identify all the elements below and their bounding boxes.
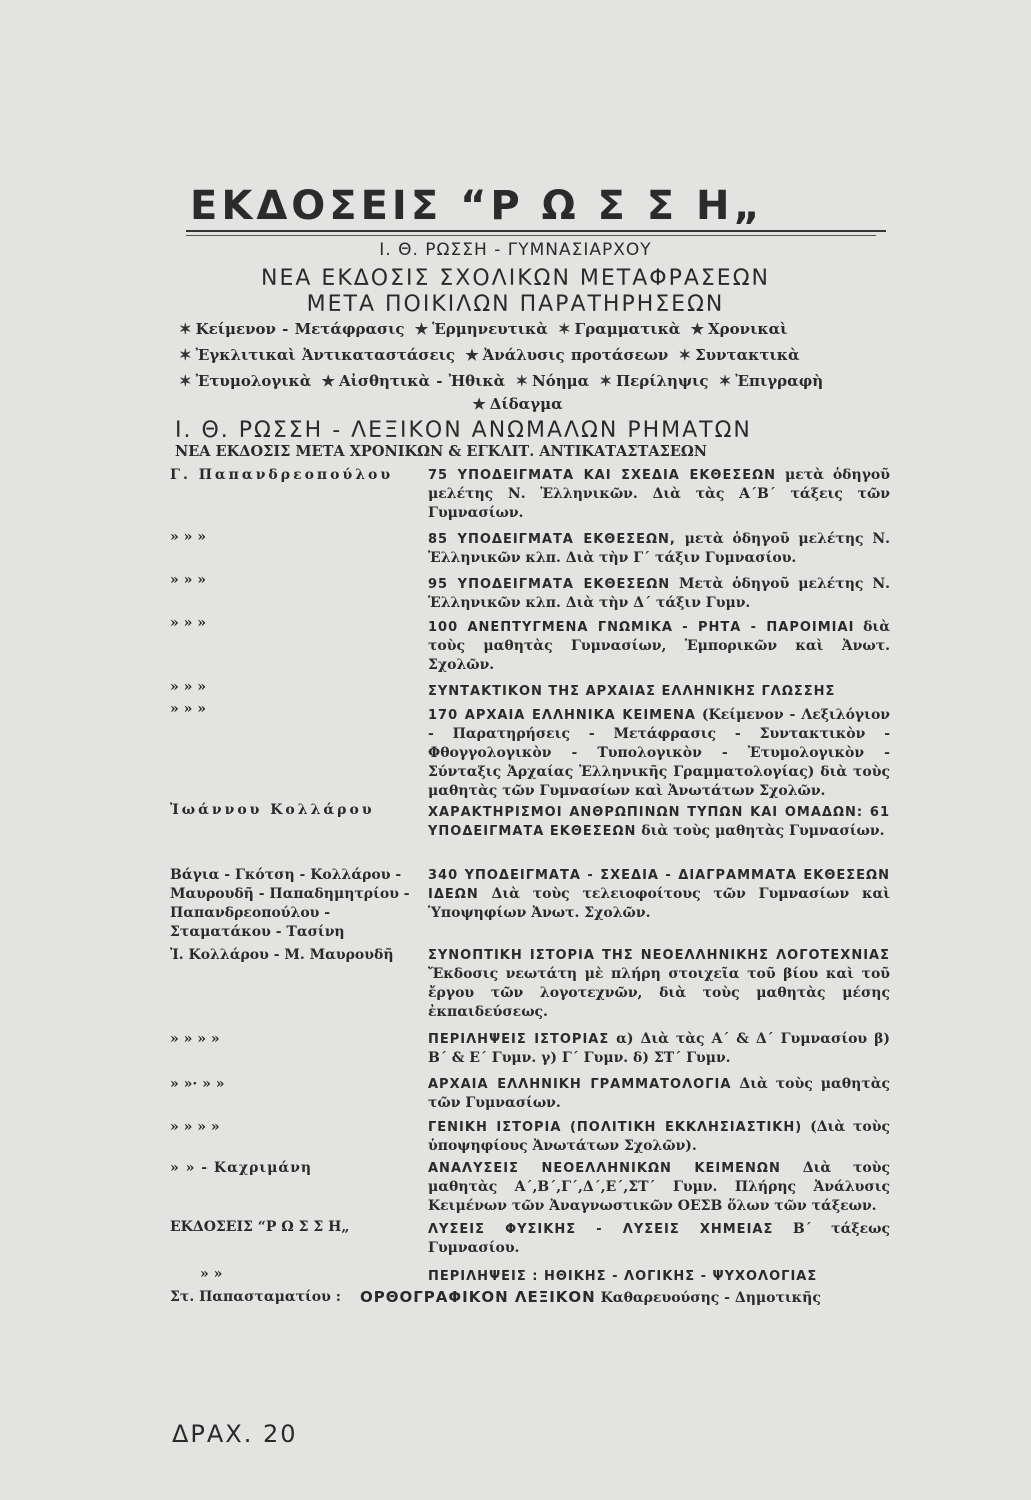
entry-text: α) Διὰ τὰς Α΄ & Δ΄ Γυμνασίου β) Β΄ & Ε΄ Γυμν. γ) Γ΄ Γυμν. δ) ΣΤ΄ Γυμν. [428,1031,890,1066]
feature-item: Κείμενον - Μετάφρασις [195,320,405,338]
star-icon: ✶ [179,372,192,390]
entry-author: Στ. Παπασταματίου : [170,1289,341,1305]
entry-text: μετὰ ὁδηγοῦ μελέτης Ν. Ἑλληνικῶν κλπ. Διὰ τὴν Γ΄ τάξιν Γυμνασίου. [428,531,890,566]
entry-title: 75 ΥΠΟΔΕΙΓΜΑΤΑ ΚΑΙ ΣΧΕΔΙΑ ΕΚΘΕΣΕΩΝ [428,468,777,483]
feature-item: Ἐγκλιτικαὶ Ἀντικαταστάσεις [195,346,455,364]
features-row-4 [0,395,1031,413]
entry-text: Ἔκδοσις νεωτάτη μὲ πλήρη στοιχεῖα τοῦ βίου καὶ τοῦ ἔργου τῶν λογοτεχνῶν, διὰ τοὺς μαθητὰς μέσης ἐκπαιδεύσεως. [428,966,890,1020]
star-icon: ★ [321,372,335,390]
entry-title: ΠΕΡΙΛΗΨΕΙΣ : ΗΘΙΚΗΣ - ΛΟΓΙΚΗΣ - ΨΥΧΟΛΟΓΙΑΣ [428,1269,818,1284]
entry-title: 95 ΥΠΟΔΕΙΓΜΑΤΑ ΕΚΘΕΣΕΩΝ [428,577,671,592]
entry-author: Ἰ. Κολλάρου - Μ. Μαυρουδῆ [170,947,394,963]
star-icon: ★ [690,320,705,338]
entry-author: Γ. Παπανδρεοπούλου [170,467,394,483]
entry-author: ΕΚΔΟΣΕΙΣ “Ρ Ω Σ Σ Η„ [170,1219,350,1235]
feature-item: Ἐτυμολογικὰ [195,372,312,390]
entry-title: ΓΕΝΙΚΗ ΙΣΤΟΡΙΑ (ΠΟΛΙΤΙΚΗ ΕΚΚΛΗΣΙΑΣΤΙΚΗ) [428,1120,803,1135]
feature-item: Γραμματικὰ [574,320,681,338]
star-icon: ✶ [179,346,192,364]
entry-title: 170 ΑΡΧΑΙΑ ΕΛΛΗΝΙΚΑ ΚΕΙΜΕΝΑ [428,708,696,723]
entry-text: μετὰ ὁδηγοῦ μελέτης Ν. Ἑλληνικῶν. Διὰ τὰς Α΄Β΄ τάξεις τῶν Γυμνασίων. [428,467,890,521]
entry-description [428,682,890,701]
entry-title: 85 ΥΠΟΔΕΙΓΜΑΤΑ ΕΚΘΕΣΕΩΝ, [428,532,676,547]
feature-item: Περίληψις [616,372,709,390]
title-rule-thin [186,235,876,236]
entry-text: Καθαρευούσης - Δημοτικῆς [595,1290,821,1306]
feature-item: Συντακτικὰ [695,346,800,364]
entry-description [428,1118,890,1156]
entry-author: » »· » » [170,1076,225,1092]
entry-description [428,866,890,923]
features-row-2 [175,346,875,364]
price-label: ΔΡΑΧ. 20 [172,1420,298,1448]
entry-title: ΑΡΧΑΙΑ ΕΛΛΗΝΙΚΗ ΓΡΑΜΜΑΤΟΛΟΓΙΑ [428,1077,732,1092]
star-icon: ★ [472,395,486,413]
feature-item: Ἀνάλυσις προτάσεων [482,346,669,364]
entry-author: » » » » [170,1119,220,1135]
lexicon-title: Ι. Θ. ΡΩΣΣΗ - ΛΕΞΙΚΟΝ ΑΝΩΜΑΛΩΝ ΡΗΜΑΤΩΝ [175,418,752,443]
entry-description [428,946,890,1022]
feature-item: Χρονικαὶ [708,320,788,338]
entry-text: (Διὰ τοὺς ὑποψηφίους Ἀνωτάτων Σχολῶν). [428,1119,890,1154]
lexicon-subtitle: ΝΕΑ ΕΚΔΟΣΙΣ ΜΕΤΑ ΧΡΟΝΙΚΩΝ & ΕΓΚΛΙΤ. ΑΝΤΙΚΑΤΑΣΤΑΣΕΩΝ [175,443,708,460]
author-line: Ι. Θ. ΡΩΣΣΗ - ΓΥΜΝΑΣΙΑΡΧΟΥ [379,240,652,260]
entry-description [428,618,890,675]
star-icon: ✶ [599,372,612,390]
star-icon: ✶ [557,320,571,338]
entry-title: ΟΡΘΟΓΡΑΦΙΚΟΝ ΛΕΞΙΚΟΝ [360,1288,596,1306]
entry-text: Διὰ τοὺς μαθητὰς Α΄,Β΄,Γ΄,Δ΄,Ε΄,ΣΤ΄ Γυμν. Πλήρης Ἀνάλυσις Κειμένων τῶν Ἀναγνωστικῶν ΟΕΣΒ ὅλων τῶν τάξεων. [428,1160,890,1214]
features-row-1 [175,320,875,338]
feature-item: Ἐπιγραφὴ [735,372,824,390]
feature-item: Ἑρμηνευτικὰ [432,320,548,338]
entry-author: » » » » [170,1031,220,1047]
entry-author: » » » [170,615,206,631]
entry-title: 100 ΑΝΕΠΤΥΓΜΕΝΑ ΓΝΩΜΙΚΑ - ΡΗΤΑ - ΠΑΡΟΙΜΙΑΙ [428,620,855,635]
entry-description [428,1159,890,1216]
entry-description [428,1030,890,1068]
entry-description [428,530,890,568]
entry-description [428,1220,890,1258]
entry-description [360,1288,900,1308]
entry-author: » » » [170,529,206,545]
star-icon: ✶ [515,372,529,390]
entry-description [428,803,890,841]
entry-text: διὰ τοὺς μαθητὰς Γυμνασίων. [636,823,885,839]
feature-item: Αἰσθητικὰ - Ἠθικὰ [338,372,506,390]
entry-text: Διὰ τοὺς μαθητὰς τῶν Γυμνασίων. [428,1076,890,1111]
star-icon: ★ [414,320,429,338]
entry-author: » » - Καχριμάνη [170,1160,313,1176]
feature-item: Νόημα [532,372,590,390]
entry-title: 340 ΥΠΟΔΕΙΓΜΑΤΑ - ΣΧΕΔΙΑ - ΔΙΑΓΡΑΜΜΑΤΑ ΕΚΘΕΣΕΩΝ ΙΔΕΩΝ [428,868,890,902]
entry-author: » » [200,1266,223,1282]
entry-text: διὰ τοὺς μαθητὰς Γυμνασίων, Ἐμπορικῶν καὶ Ἀνωτ. Σχολῶν. [428,619,890,673]
star-icon: ✶ [678,346,692,364]
edition-heading: ΝΕΑ ΕΚΔΟΣΙΣ ΣΧΟΛΙΚΩΝ ΜΕΤΑΦΡΑΣΕΩΝ [261,266,770,291]
entry-title: ΣΥΝΤΑΚΤΙΚΟΝ ΤΗΣ ΑΡΧΑΙΑΣ ΕΛΛΗΝΙΚΗΣ ΓΛΩΣΣΗΣ [428,684,836,699]
entry-author: » » » [170,679,206,695]
star-icon: ★ [465,346,479,364]
feature-item: Δίδαγμα [489,395,563,413]
entry-text: Μετὰ ὁδηγοῦ μελέτης Ν. Ἑλληνικῶν κλπ. Διὰ τὴν Δ΄ τάξιν Γυμν. [428,576,890,611]
entry-description [428,1267,890,1286]
star-icon: ✶ [179,320,192,338]
title-rule [186,230,886,232]
star-icon: ✶ [718,372,732,390]
entry-text: (Κείμενον - Λεξιλόγιον - Παρατηρήσεις - Μετάφρασις - Συντακτικὸν - Φθογγολογικὸν - Τυπολογικὸν - Ἐτυμολογικὸν - Σύνταξις Ἀρχαίας Ἑλληνικῆς Γραμματολογίας) διὰ τοὺς μαθητὰς τῶν Γυμνασίων καὶ Ἀνωτάτων Σχολῶν. [428,707,890,799]
entry-title: ΠΕΡΙΛΗΨΕΙΣ ΙΣΤΟΡΙΑΣ [428,1032,610,1047]
entry-description [428,575,890,613]
features-row-3 [175,372,875,390]
publisher-title: ΕΚΔΟΣΕΙΣ “Ρ Ω Σ Σ Η„ [190,183,764,229]
entry-author: » » » [170,701,206,717]
entry-author: Ἰωάννου Κολλάρου [170,802,375,818]
entry-description [428,1075,890,1113]
entry-title: ΧΑΡΑΚΤΗΡΙΣΜΟΙ ΑΝΘΡΩΠΙΝΩΝ ΤΥΠΩΝ ΚΑΙ ΟΜΑΔΩΝ: 61 ΥΠΟΔΕΙΓΜΑΤΑ ΕΚΘΕΣΕΩΝ [428,805,890,839]
entry-description [428,466,890,523]
entry-description [428,706,890,801]
entry-author: Βάγια - Γκότση - Κολλάρου - Μαυρουδῆ - Παπαδημητρίου - Παπανδρεοπούλου - Σταματάκου - Τασίνη [170,867,410,940]
entry-text: Β΄ τάξεως Γυμνασίου. [428,1221,891,1256]
entry-author: » » » [170,572,206,588]
edition-subheading: ΜΕΤΑ ΠΟΙΚΙΛΩΝ ΠΑΡΑΤΗΡΗΣΕΩΝ [306,292,725,317]
entry-title: ΣΥΝΟΠΤΙΚΗ ΙΣΤΟΡΙΑ ΤΗΣ ΝΕΟΕΛΛΗΝΙΚΗΣ ΛΟΓΟΤΕΧΝΙΑΣ [428,948,890,963]
entry-title: ΛΥΣΕΙΣ ΦΥΣΙΚΗΣ - ΛΥΣΕΙΣ ΧΗΜΕΙΑΣ [428,1222,774,1237]
entry-title: ΑΝΑΛΥΣΕΙΣ ΝΕΟΕΛΛΗΝΙΚΩΝ ΚΕΙΜΕΝΩΝ [428,1161,781,1176]
entry-text: Διὰ τοὺς τελειοφοίτους τῶν Γυμνασίων καὶ Ὑποψηφίων Ἀνωτ. Σχολῶν. [428,886,890,921]
